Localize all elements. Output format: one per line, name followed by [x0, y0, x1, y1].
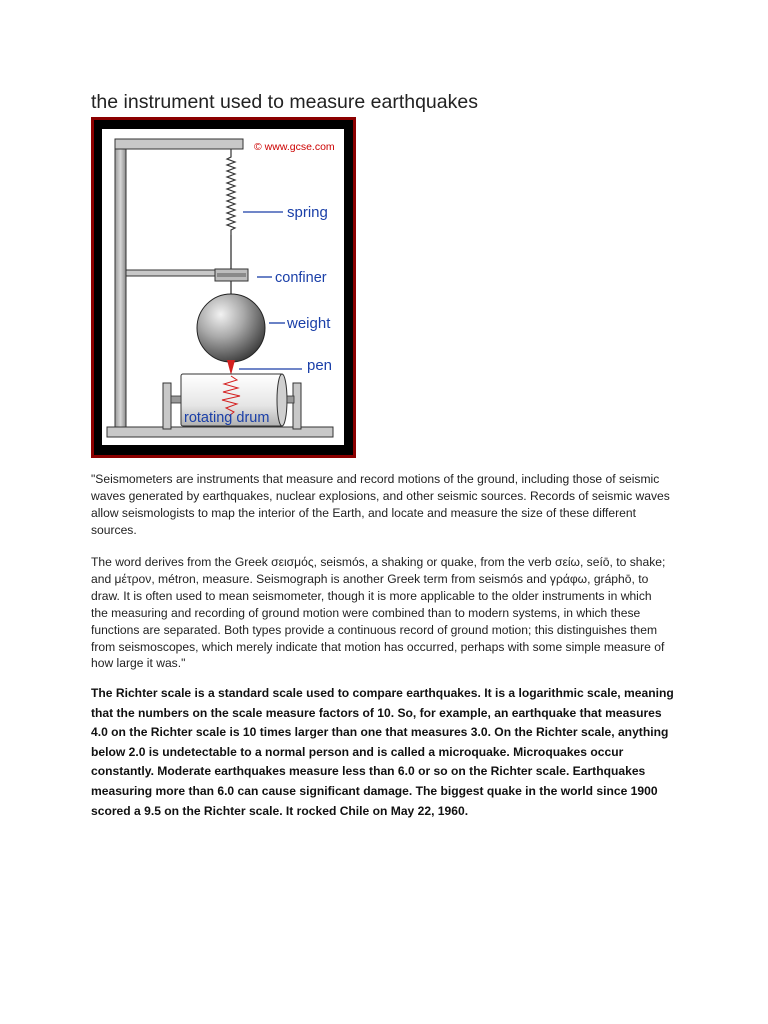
richter-scale-paragraph: The Richter scale is a standard scale used to compare earthquakes. It is a logarithmic scale, meaning that the numbers on the scale measure factors of 10. So, for example, an earthquake that measures 4.0 on the Richter scale is 10 times larger than one that measures 3.0. On the Richter scale, anything below 2.0 is undetectable to a normal person and is called a microquake. Microquakes occur constantly. Moderate earthquakes measure less than 6.0 or so on the Richter scale. Earthquakes measuring more than 6.0 can cause significant damage. The biggest quake in the world since 1900 scored a 9.5 on the Richter scale. It rocked Chile on May 22, 1960. [91, 686, 674, 818]
page-title: the instrument used to measure earthquakes [91, 91, 478, 113]
spring-label: spring [287, 204, 328, 221]
drum-support-right [293, 383, 301, 429]
confiner-label: confiner [275, 270, 327, 286]
weight-label: weight [287, 315, 331, 332]
seismometer-diagram [91, 117, 356, 458]
stand-top-arm [115, 139, 243, 149]
pen-label: pen [307, 357, 333, 374]
drum-support-left [163, 383, 171, 429]
etymology-paragraph: The word derives from the Greek σεισμός, seismós, a shaking or quake, from the verb σείω, seíō, to shake; and μέτρον, métron, measure. Seismograph is another Greek term from seismós and γράφω, gráphō, to draw. It is often used to mean seismometer, though it is more applicable to the older instruments in which the measuring and recording of ground motion were combined than to modern systems, in which these functions are separated. Both types provide a continuous record of ground motion; this distinguishes them from seismoscopes, which merely indicate that motion has occurred, perhaps with some simple measure of how large it was." [91, 555, 666, 671]
weight-ball [197, 294, 265, 362]
stand-post [115, 139, 126, 429]
seismometer-quote-paragraph: "Seismometers are instruments that measure and record motions of the ground, including those of seismic waves generated by earthquakes, nuclear explosions, and other seismic sources. Records of seismic waves allow seismologists to map the interior of the Earth, and locate and measure the size of these different sources. [91, 472, 670, 537]
drum-label: rotating drum [184, 410, 270, 426]
copyright-label: © www.gcse.com [254, 141, 335, 153]
